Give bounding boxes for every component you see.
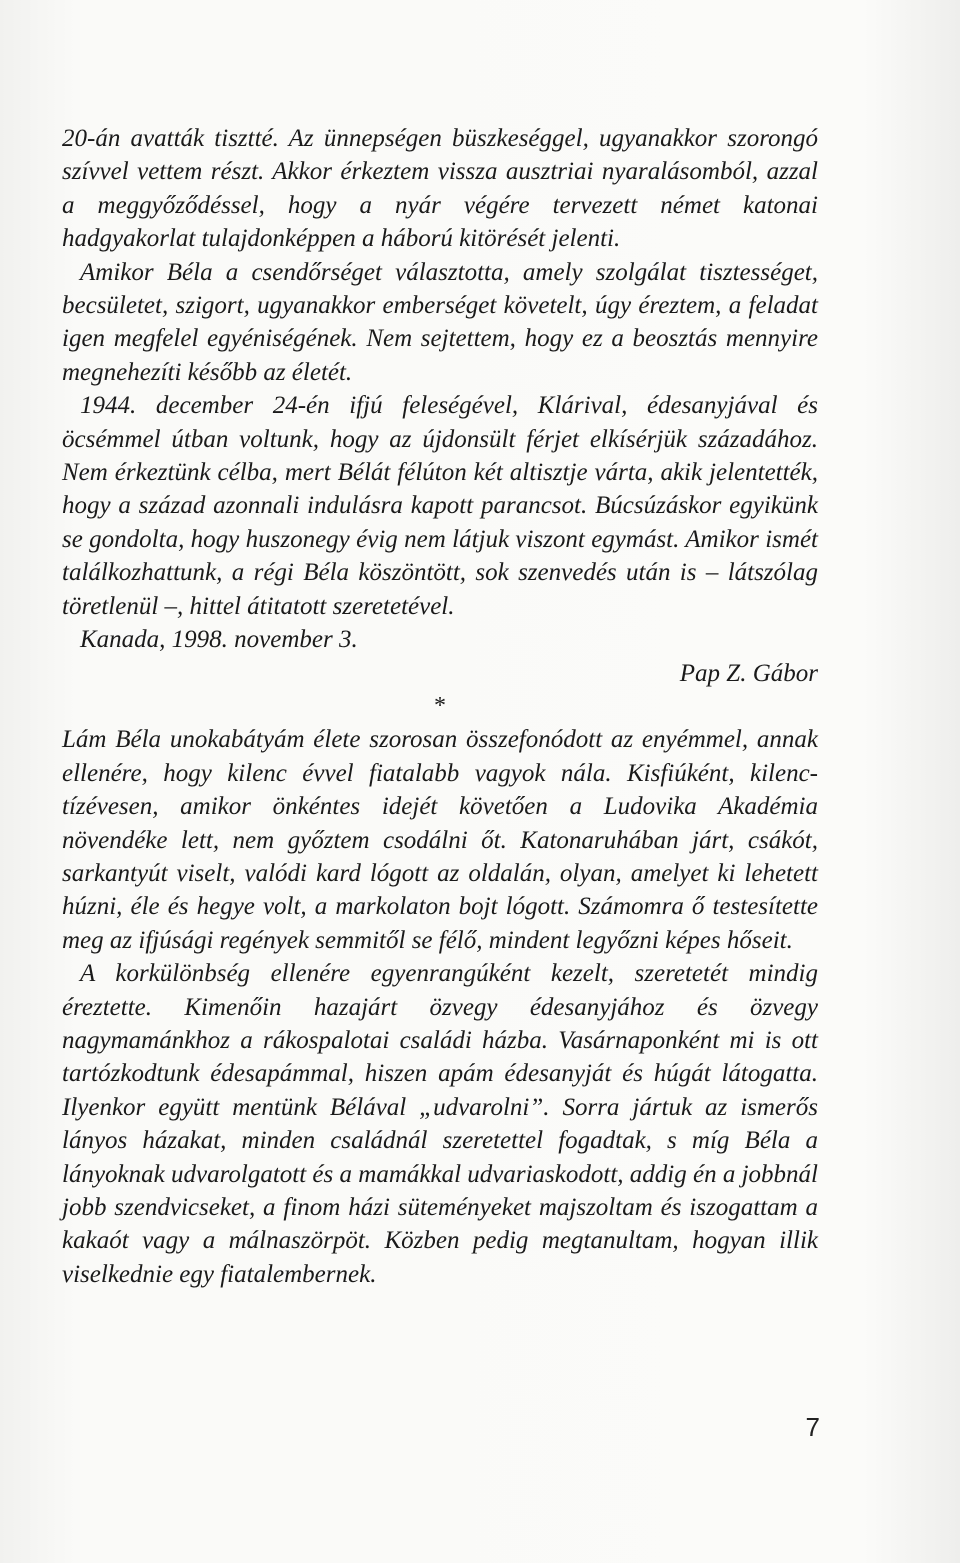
dateline: Kanada, 1998. november 3. — [80, 626, 358, 654]
paragraph-3: 1944. december 24-én ifjú feleségével, Klárival, édesanyjával és öcsémmel útban voltunk, hogy az újdonsült férjet elkísérjük századához. Nem érkeztünk célba, mert Bélát félúton két altisztje várta, akik jelentették, hogy a század azonnali indulásra kapott parancsot. Búcsúzáskor egyikünk se gondolta, hogy huszonegy évig nem látjuk viszont egymást. Amikor ismét találkozhattunk, a régi Béla köszöntött, sok szenvedés után is – látszólag töretlenül –, hittel átitatott szeretetével. — [62, 392, 818, 620]
author-signature: Pap Z. Gábor — [679, 659, 818, 687]
page-number: 7 — [805, 1412, 820, 1442]
body-text — [62, 122, 818, 1291]
section-separator: * — [434, 692, 446, 719]
paragraph-5: A korkülönbség ellenére egyenrangúként kezelt, szeretetét mindig éreztette. Kimenőin hazajárt özvegy édesanyjához és özvegy nagymamánkhoz a rákospalotai családi házba. Vasárnaponként mi is ott tartózkodtunk édesapámmal, hiszen apám édesanyját és húgát látogatta. Ilyenkor együtt mentünk Bélával „udvarolni”. Sorra jártuk az ismerős lányos házakat, minden családnál szeretettel fogadtak, s míg Béla a lányoknak udvarolgatott és a mamákkal udvariaskodott, addig én a jobbnál jobb szendvicseket, a finom házi süteményeket majszoltam és iszogattam a kakaót vagy a málnaszörpöt. Közben pedig megtanultam, hogyan illik viselkednie egy fiatalembernek. — [62, 960, 818, 1288]
paragraph-2: Amikor Béla a csendőrséget választotta, amely szolgálat tisztességet, becsületet, szigort, ugyanakkor emberséget követelt, úgy éreztem, a feladat igen megfelel egyéniségének. Nem sejtettem, hogy ez a beosztás mennyire megnehezíti később az életét. — [62, 258, 818, 386]
paragraph-1: 20-án avatták tisztté. Az ünnepségen büszkeséggel, ugyanakkor szorongó szívvel vettem részt. Akkor érkeztem vissza ausztriai nyaralásomból, azzal a meggyőződéssel, hogy a nyár végére tervezett német katonai hadgyakorlat tulajdonképpen a háború kitörését jelenti. — [62, 125, 818, 253]
paragraph-4: Lám Béla unokabátyám élete szorosan összefonódott az enyémmel, annak ellenére, hogy kilenc évvel fiatalabb vagyok nála. Kisfiúként, kilenc-tízévesen, amikor önkéntes idejét követően a Ludovika Akadémia növendéke lett, nem győztem csodálni őt. Katonaruhában járt, csákót, sarkantyút viselt, valódi kard lógott az oldalán, olyan, amelyet ki lehetett húzni, éle és hegye volt, a markolaton bojt lógott. Számomra ő testesítette meg az ifjúsági regények semmitől se félő, mindent legyőzni képes hőseit. — [62, 726, 818, 954]
